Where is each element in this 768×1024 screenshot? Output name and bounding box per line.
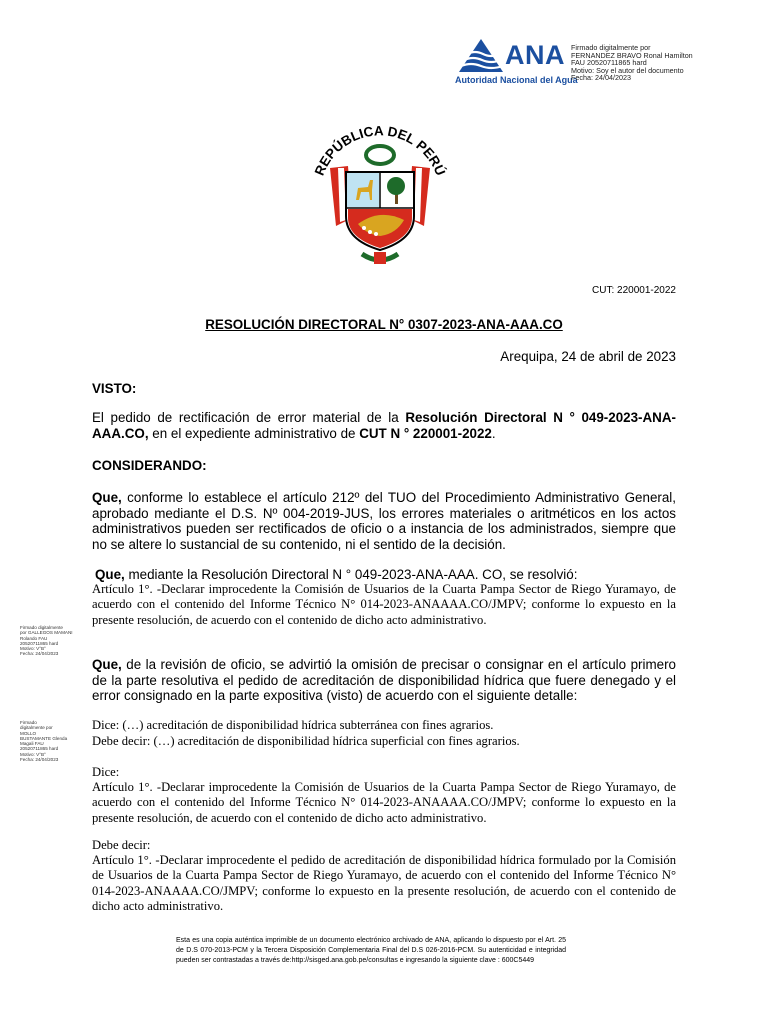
que3-debe-decir: Debe decir: (…) acreditación de disponibilidad hídrica superficial con fines agrarios. <box>92 734 520 748</box>
visto-paragraph: El pedido de rectificación de error material de la Resolución Directoral N ° 049-2023-ANA-AAA.CO, en el expediente administrativo de CUT N ° 220001-2022. <box>92 410 676 441</box>
resolution-title: RESOLUCIÓN DIRECTORAL N° 0307-2023-ANA-AAA.CO <box>205 317 563 332</box>
cut-number: CUT: 220001-2022 <box>592 285 676 296</box>
que-paragraph-1: Que, conforme lo establece el artículo 212º del TUO del Procedimiento Administrativo General, aprobado mediante el D.S. Nº 004-2019-JUS, los errores materiales o aritméticos en los actos administrativos pueden ser rectificados de oficio o a instancia de los administrados, siempre que no se altere lo sustancial de su contenido, ni el sentido de la decisión. <box>92 490 676 552</box>
ana-brand: ANA <box>505 40 565 70</box>
sig-line: FAU 20520711865 hard <box>571 58 647 68</box>
sig-line: Fecha: 24/04/2023 <box>571 73 631 83</box>
visto-cut-ref: CUT N ° 220001-2022 <box>359 425 492 441</box>
ana-subtitle: Autoridad Nacional del Agua <box>455 75 578 85</box>
considerando-heading: CONSIDERANDO: <box>92 458 207 473</box>
que2-quote: Artículo 1°. -Declarar improcedente la Comisión de Usuarios de la Cuarta Pampa Sector de Riego Yuramayo, de acuerdo con el contenido del Informe Técnico N° 014-2023-ANAAAA.CO/JMPV; conforme lo expuesto en la presente resolución, de acuerdo con el contenido de dicho acto administrativo. <box>92 582 676 627</box>
digital-signature-top <box>571 44 721 82</box>
side-signature-2: Firmado digitalmente por MOLLO BUSTAMANTE Glenda Magali FAU 20520711865 hard Motivo: V°B° Fecha: 24/04/2023 <box>20 720 68 763</box>
sig-line: FERNANDEZ BRAVO Ronal Hamilton <box>571 50 693 60</box>
place-date: Arequipa, 24 de abril de 2023 <box>500 349 676 364</box>
ana-logo <box>455 38 578 88</box>
ana-wave-icon <box>457 38 505 74</box>
visto-heading: VISTO: <box>92 381 137 396</box>
que-paragraph-2: Que, mediante la Resolución Directoral N ° 049-2023-ANA-AAA. CO, se resolvió: <box>95 567 578 582</box>
block2-debe-label: Debe decir: <box>92 838 151 852</box>
authenticity-footer: Esta es una copia auténtica imprimible de un documento electrónico archivado de ANA, aplicando lo dispuesto por el Art. 25 de D.S 070-2013-PCM y la Tercera Disposición Complementaria Final del D.S 026-2016-PCM. Su autenticidad e integridad pueden ser contrastadas a través de:http://sisged.ana.gob.pe/consultas e ingresando la siguiente clave : 600C5449 <box>176 937 566 965</box>
block2-dice-text: Artículo 1°. -Declarar improcedente la Comisión de Usuarios de la Cuarta Pampa Sector de Riego Yuramayo, de acuerdo con el contenido del Informe Técnico N° 014-2023-ANAAAA.CO/JMPV; conforme lo expuesto en la presente resolución, de acuerdo con el contenido de dicho acto administrativo. <box>92 780 676 825</box>
block2-dice-label: Dice: <box>92 765 120 779</box>
coat-motto: REPÚBLICA DEL PERÚ <box>311 123 449 178</box>
side-signature-1: Firmado digitalmente por GALLEGOS MAMANI Rolando FAU 20520711865 hard Motivo: V°B° Fecha: 24/04/2023 <box>20 625 73 657</box>
block2-debe-text: Artículo 1°. -Declarar improcedente el pedido de acreditación de disponibilidad hídrica formulado por la Comisión de Usuarios de la Cuarta Pampa Sector de Riego Yuramayo, de acuerdo con el contenido del Informe Técnico N° 014-2023-ANAAAA.CO/JMPV; conforme lo expuesto en la presente resolución, de acuerdo con el contenido de dicho acto administrativo. <box>92 853 676 914</box>
visto-resolution-ref: Resolución Directoral N ° 049-2023-ANA-AAA.CO, <box>92 410 676 441</box>
sig-line: Motivo: Soy el autor del documento <box>571 65 684 75</box>
sig-line: Firmado digitalmente por <box>571 43 651 52</box>
coat-of-arms-icon <box>300 108 460 278</box>
que-paragraph-3: Que, de la revisión de oficio, se advirtió la omisión de precisar o consignar en el artículo primero de la parte resolutiva el pedido de acreditación de disponibilidad hídrica que fuere denegado y el error consignado en la parte expositiva (visto) de acuerdo con el siguiente detalle: <box>92 657 676 704</box>
que3-dice: Dice: (…) acreditación de disponibilidad hídrica subterránea con fines agrarios. <box>92 718 494 732</box>
